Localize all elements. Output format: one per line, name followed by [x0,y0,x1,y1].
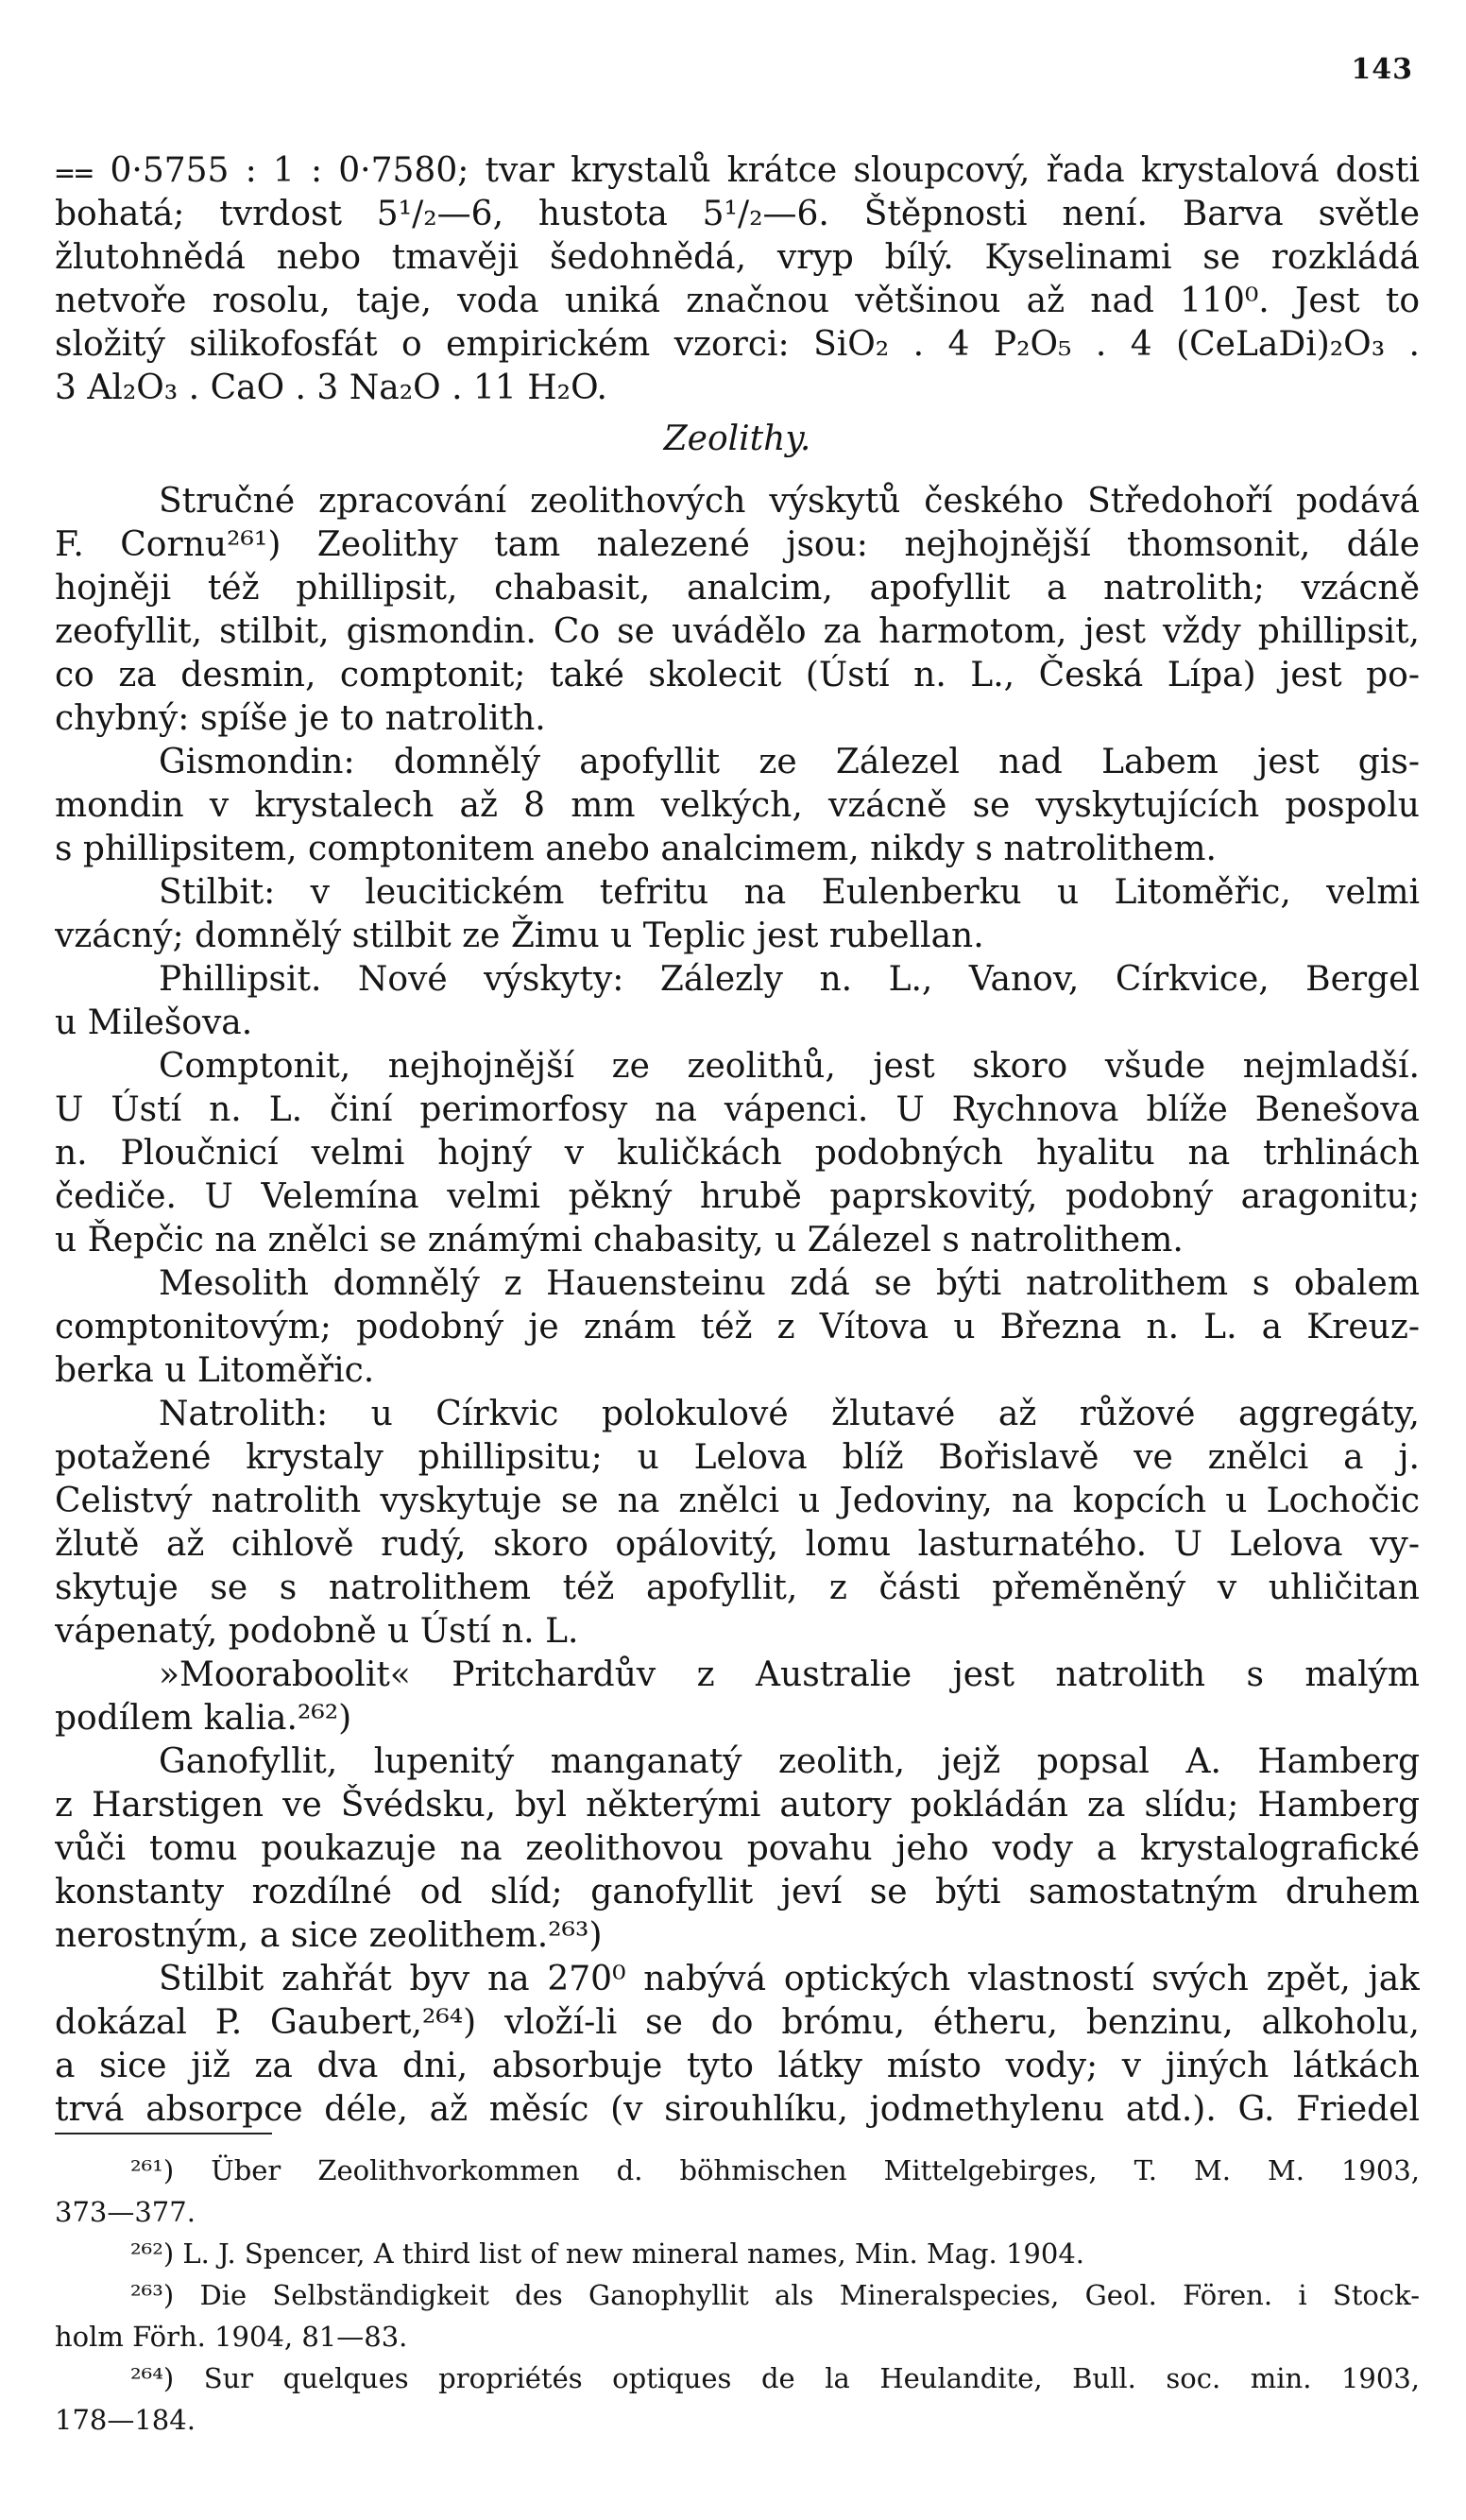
text-line: Celistvý natrolith vyskytuje se na znělci u Jedoviny, na kopcích u Lochočic [55,1482,1420,1520]
text-line: Stilbit: v leucitickém tefritu na Eulenberku u Litoměřic, velmi [159,873,1420,912]
text-line: žlutě až cihlově rudý, skoro opálovitý, lomu lasturnatého. U Lelova vy- [55,1525,1420,1564]
footnote-line: 178—184. [55,2404,196,2436]
text-line: nerostným, a sice zeolithem.²⁶³) [55,1916,603,1955]
text-line: Ganofyllit, lupenitý manganatý zeolith, jejž popsal A. Hamberg [159,1742,1420,1781]
text-line: n. Ploučnicí velmi hojný v kuličkách podobných hyalitu na trhlinách [55,1134,1420,1173]
text-line: hojněji též phillipsit, chabasit, analcim, apofyllit a natrolith; vzácně [55,569,1420,608]
text-line: ⩵ 0·5755 : 1 : 0·7580; tvar krystalů krátce sloupcový, řada krystalová dosti [55,151,1420,190]
text-line: a sice již za dva dni, absorbuje tyto látky místo vody; v jiných látkách [55,2047,1420,2085]
main-text [55,149,1420,2132]
text-line: vzácný; domnělý stilbit ze Žimu u Teplic jest rubellan. [55,917,984,955]
text-line: »Mooraboolit« Pritchardův z Australie jest natrolith s malým [159,1655,1420,1694]
text-line: skytuje se s natrolithem též apofyllit, z části přeměněný v uhličitan [55,1569,1420,1607]
text-line: Comptonit, nejhojnější ze zeolithů, jest skoro všude nejmladší. [159,1047,1420,1086]
text-line: vůči tomu poukazuje na zeolithovou povahu jeho vody a krystalografické [55,1829,1420,1868]
text-line: dokázal P. Gaubert,²⁶⁴) vloží-li se do brómu, étheru, benzinu, alkoholu, [55,2003,1420,2042]
text-line: chybný: spíše je to natrolith. [55,699,546,738]
footnote-line: ²⁶⁴) Sur quelques propriétés optiques de la Heulandite, Bull. soc. min. 1903, [130,2362,1420,2394]
footnote-line: ²⁶³) Die Selbständigkeit des Ganophyllit als Mineralspecies, Geol. Fören. i Stock- [130,2279,1420,2311]
footnote-line: 373—377. [55,2196,196,2228]
text-line: u Řepčic na znělci se známými chabasity, u Zálezel s natrolithem. [55,1221,1184,1260]
footnote-line: ²⁶²) L. J. Spencer, A third list of new mineral names, Min. Mag. 1904. [130,2237,1085,2270]
text-line: žlutohnědá nebo tmavěji šedohnědá, vryp bílý. Kyselinami se rozkládá [55,238,1420,277]
text-line: zeofyllit, stilbit, gismondin. Co se uvádělo za harmotom, jest vždy phillipsit, [55,612,1420,651]
text-line: složitý silikofosfát o empirickém vzorci: SiO₂ . 4 P₂O₅ . 4 (CeLaDi)₂O₃ . [55,325,1420,364]
text-line: Mesolith domnělý z Hauensteinu zdá se býti natrolithem s obalem [159,1264,1420,1303]
text-line: 3 Al₂O₃ . CaO . 3 Na₂O . 11 H₂O. [55,369,607,407]
text-line: Stručné zpracování zeolithových výskytů českého Středohoří podává [159,482,1420,521]
text-line: Stilbit zahřát byv na 270⁰ nabývá optických vlastností svých zpět, jak [159,1960,1420,1998]
text-line: Natrolith: u Církvic polokulové žlutavé až růžové aggregáty, [159,1395,1420,1433]
text-line: vápenatý, podobně u Ústí n. L. [55,1612,579,1651]
text-line: U Ústí n. L. činí perimorfosy na vápenci. U Rychnova blíže Benešova [55,1090,1420,1129]
text-line: Gismondin: domnělý apofyllit ze Zálezel nad Labem jest gis- [159,743,1420,781]
text-line: s phillipsitem, comptonitem anebo analcimem, nikdy s natrolithem. [55,830,1217,868]
text-line: netvoře rosolu, taje, voda uniká značnou většinou až nad 110⁰. Jest to [55,282,1420,320]
footnote-line: ²⁶¹) Über Zeolithvorkommen d. böhmischen Mittelgebirges, T. M. M. 1903, [130,2154,1420,2186]
text-line: mondin v krystalech až 8 mm velkých, vzácně se vyskytujících pospolu [55,786,1420,825]
text-line: čediče. U Velemína velmi pěkný hrubě paprskovitý, podobný aragonitu; [55,1177,1420,1216]
text-line: comptonitovým; podobný je znám též z Vítova u Března n. L. a Kreuz- [55,1308,1420,1346]
page-number: 143 [1351,53,1413,86]
text-line: podílem kalia.²⁶²) [55,1699,352,1738]
text-line: berka u Litoměřic. [55,1351,375,1390]
text-line: u Milešova. [55,1003,253,1042]
text-line: z Harstigen ve Švédsku, byl některými autory pokládán za slídu; Hamberg [55,1786,1420,1825]
text-line: trvá absorpce déle, až měsíc (v sirouhlíku, jodmethylenu atd.). G. Friedel [55,2090,1420,2129]
footnotes [55,2150,1420,2441]
text-line: co za desmin, comptonit; také skolecit (Ústí n. L., Česká Lípa) jest po- [55,656,1420,694]
text-line: Phillipsit. Nové výskyty: Zálezly n. L., Vanov, Církvice, Bergel [159,960,1420,999]
text-line: F. Cornu²⁶¹) Zeolithy tam nalezené jsou: nejhojnější thomsonit, dále [55,525,1420,564]
footnote-line: holm Förh. 1904, 81—83. [55,2321,408,2353]
text-line: potažené krystaly phillipsitu; u Lelova blíž Bořislavě ve znělci a j. [55,1438,1420,1477]
text-line: bohatá; tvrdost 5¹/₂—6, hustota 5¹/₂—6. Štěpnosti není. Barva světle [55,195,1420,233]
section-heading: Zeolithy. [663,420,811,458]
text-line: konstanty rozdílné od slíd; ganofyllit jeví se býti samostatným druhem [55,1873,1420,1911]
footnote-divider [55,2133,272,2134]
